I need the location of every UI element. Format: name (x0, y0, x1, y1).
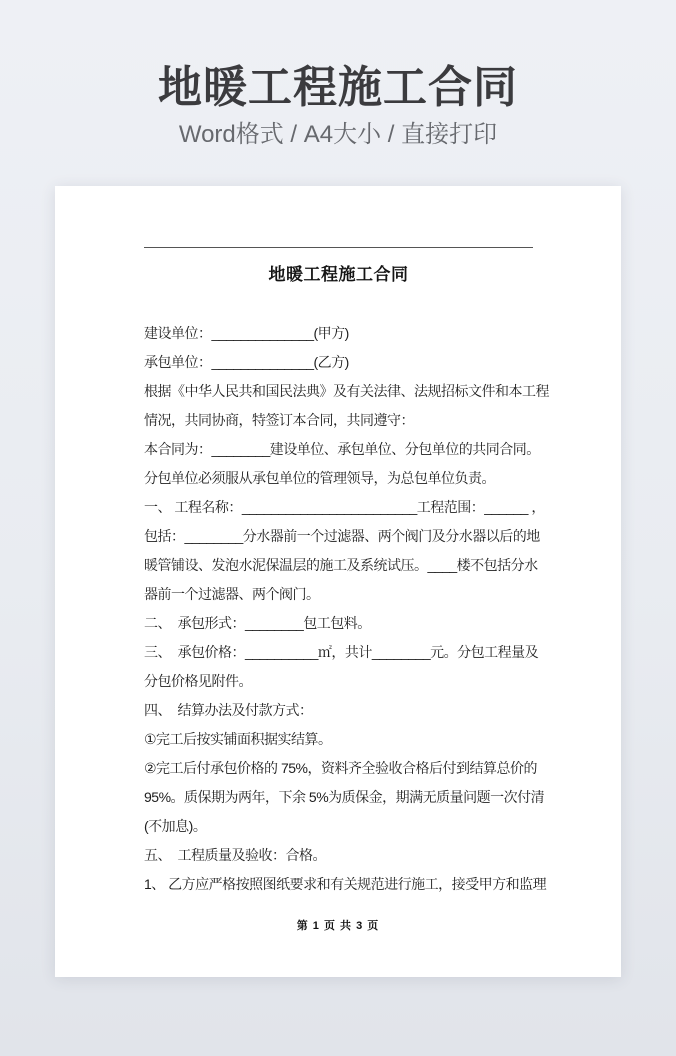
contract-line: 三、 承包价格：__________㎡，共计________元。分包工程量及 (144, 644, 539, 660)
contract-line: 95%。质保期为两年，下余 5%为质保金，期满无质量问题一次付清 (144, 789, 545, 805)
contract-line: 根据《中华人民共和国民法典》及有关法律、法规招标文件和本工程 (144, 383, 549, 399)
title-rule (144, 247, 533, 248)
header (0, 0, 676, 150)
contract-line: 四、 结算办法及付款方式： (144, 702, 313, 718)
contract-line: 二、 承包形式：________包工包料。 (144, 615, 371, 631)
template-title: 地暖工程施工合同 (158, 63, 518, 112)
contract-line: 建设单位：______________(甲方) (144, 325, 349, 341)
page-number: 第 1 页 共 3 页 (296, 920, 380, 932)
contract-line: 器前一个过滤器、两个阀门。 (144, 586, 320, 602)
contract-line: 本合同为：________建设单位、承包单位、分包单位的共同合同。 (144, 441, 540, 457)
contract-line: ②完工后付承包价格的 75%，资料齐全验收合格后付到结算总价的 (144, 760, 537, 776)
document-page (55, 186, 621, 977)
contract-line: 承包单位：______________(乙方) (144, 354, 349, 370)
document-body (144, 319, 549, 899)
contract-line: ①完工后按实铺面积据实结算。 (144, 731, 332, 747)
contract-line: 1、 乙方应严格按照图纸要求和有关规范进行施工，接受甲方和监理 (144, 876, 547, 892)
document-content (55, 186, 621, 899)
contract-line: 分包单位必须服从承包单位的管理领导，为总包单位负责。 (144, 470, 495, 486)
contract-line: 分包价格见附件。 (144, 673, 252, 689)
contract-line: 五、 工程质量及验收：合格。 (144, 847, 326, 863)
contract-line: (不加息)。 (144, 818, 207, 834)
contract-line: 暖管铺设、发泡水泥保温层的施工及系统试压。____楼不包括分水 (144, 557, 538, 573)
template-subtitle: Word格式 / A4大小 / 直接打印 (178, 121, 498, 148)
contract-line: 情况，共同协商，特签订本合同，共同遵守： (144, 412, 414, 428)
contract-line: 包括：________分水器前一个过滤器、两个阀门及分水器以后的地 (144, 528, 540, 544)
document-title: 地暖工程施工合同 (268, 265, 409, 284)
contract-line: 一、 工程名称：________________________工程范围：______ ， (144, 499, 545, 515)
